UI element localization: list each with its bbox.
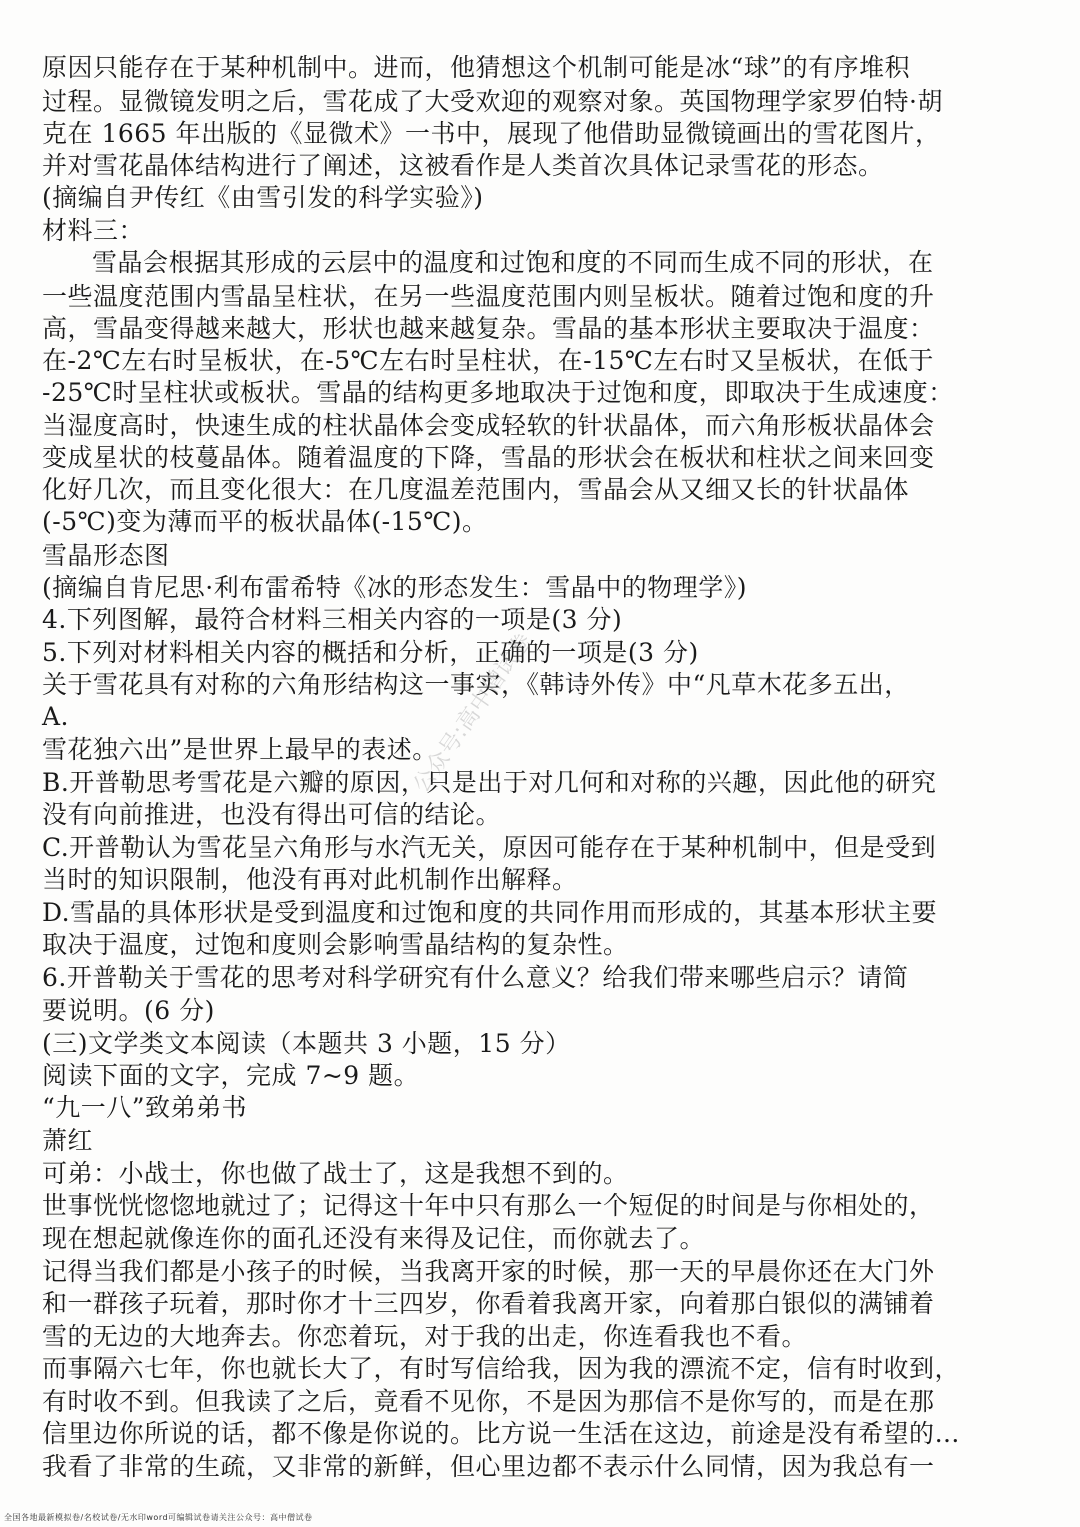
text-line: 信里边你所说的话，都不像是你说的。比方说一生活在这边，前途是没有希望的… bbox=[42, 1419, 961, 1448]
article-title: “九一八”致弟弟书 bbox=[42, 1093, 248, 1122]
article-author: 萧红 bbox=[42, 1126, 94, 1155]
text-line: 当湿度高时，快速生成的柱状晶体会变成轻软的针状晶体，而六角形板状晶体会 bbox=[42, 411, 935, 440]
citation: (摘编自尹传红《由雪引发的科学实验》) bbox=[42, 183, 484, 212]
option-b: B.开普勒思考雪花是六瓣的原因，只是出于对几何和对称的兴趣，因此他的研究 bbox=[42, 768, 937, 797]
paragraph-start: 雪晶会根据其形成的云层中的温度和过饱和度的不同而生成不同的形状，在 bbox=[92, 248, 934, 277]
question-6: 6.开普勒关于雪花的思考对科学研究有什么意义？给我们带来哪些启示？请简 bbox=[42, 963, 909, 992]
watermark: 公众号:高中僧试卷 bbox=[409, 628, 538, 798]
question-4: 4.下列图解，最符合材料三相关内容的一项是(3 分) bbox=[42, 605, 623, 634]
section-heading: 材料三： bbox=[42, 216, 145, 245]
instruction: 阅读下面的文字，完成 7~9 题。 bbox=[42, 1061, 420, 1090]
option-b: 没有向前推进，也没有得出可信的结论。 bbox=[42, 800, 502, 829]
text-line: 原因只能存在于某种机制中。进而，他猜想这个机制可能是冰“球”的有序堆积 bbox=[42, 53, 911, 82]
footer-note: 全国各地最新模拟卷/名校试卷/无水印word可编辑试卷请关注公众号：高中僧试卷 bbox=[4, 1513, 313, 1522]
option-d: D.雪晶的具体形状是受到温度和过饱和度的共同作用而形成的，其基本形状主要 bbox=[42, 898, 938, 927]
citation: (摘编自肯尼思·利布雷希特《冰的形态发生：雪晶中的物理学》) bbox=[42, 573, 747, 602]
text-line: 一些温度范围内雪晶呈柱状，在另一些温度范围内则呈板状。随着过饱和度的升 bbox=[42, 282, 935, 311]
text-line: 高，雪晶变得越来越大，形状也越来越复杂。雪晶的基本形状主要取决于温度： bbox=[42, 314, 935, 343]
text-line: 在-2℃左右时呈板状，在-5℃左右时呈柱状，在-15℃左右时又呈板状，在低于 bbox=[42, 346, 934, 375]
text-line: 化好几次，而且变化很大：在几度温差范围内，雪晶会从又细又长的针状晶体 bbox=[42, 475, 910, 504]
text-line: 和一群孩子玩着，那时你才十三四岁，你看着我离开家，向着那白银似的满铺着 bbox=[42, 1289, 935, 1318]
text-line: 我看了非常的生疏，又非常的新鲜，但心里边都不表示什么同情，因为我总有一 bbox=[42, 1452, 935, 1481]
text-line: 并对雪花晶体结构进行了阐述，这被看作是人类首次具体记录雪花的形态。 bbox=[42, 151, 884, 180]
question-5: 5.下列对材料相关内容的概括和分析，正确的一项是(3 分) bbox=[42, 638, 699, 667]
option-d: 取决于温度，过饱和度则会影响雪晶结构的复杂性。 bbox=[42, 930, 629, 959]
text-line: 世事恍恍惚惚地就过了；记得这十年中只有那么一个短促的时间是与你相处的， bbox=[42, 1191, 935, 1220]
option-c: 当时的知识限制，他没有再对此机制作出解释。 bbox=[42, 865, 578, 894]
option-a-text: 关于雪花具有对称的六角形结构这一事实，《韩诗外传》中“凡草木花多五出， bbox=[42, 670, 910, 699]
text-line: 可弟：小战士，你也做了战士了，这是我想不到的。 bbox=[42, 1159, 629, 1188]
text-line: (-5℃)变为薄而平的板状晶体(-15℃)。 bbox=[42, 507, 488, 536]
text-line: 变成星状的枝蔓晶体。随着温度的下降，雪晶的形状会在板状和柱状之间来回变 bbox=[42, 443, 935, 472]
option-a-label: A. bbox=[42, 702, 70, 731]
section-heading: (三)文学类文本阅读（本题共 3 小题，15 分） bbox=[42, 1029, 571, 1058]
text-line: 克在 1665 年出版的《显微术》一书中，展现了他借助显微镜画出的雪花图片， bbox=[42, 119, 941, 148]
text-line: 过程。显微镜发明之后，雪花成了大受欢迎的观察对象。英国物理学家罗伯特·胡 bbox=[42, 87, 943, 116]
text-line: 有时收不到。但我读了之后，竟看不见你，不是因为那信不是你写的，而是在那 bbox=[42, 1387, 935, 1416]
text-line: 雪的无边的大地奔去。你恋着玩，对于我的出走，你连看我也不看。 bbox=[42, 1322, 808, 1351]
text-line: 记得当我们都是小孩子的时候，当我离开家的时候，那一天的早晨你还在大门外 bbox=[42, 1257, 935, 1286]
text-line: -25℃时呈柱状或板状。雪晶的结构更多地取决于过饱和度，即取决于生成速度： bbox=[42, 378, 954, 407]
text-line: 而事隔六七年，你也就长大了，有时写信给我，因为我的漂流不定，信有时收到， bbox=[42, 1354, 961, 1383]
text-line: 现在想起就像连你的面孔还没有来得及记住，而你就去了。 bbox=[42, 1224, 706, 1253]
figure-caption: 雪晶形态图 bbox=[42, 541, 170, 570]
option-c: C.开普勒认为雪花呈六角形与水汽无关，原因可能存在于某种机制中，但是受到 bbox=[42, 833, 937, 862]
option-a-text: 雪花独六出”是世界上最早的表述。 bbox=[42, 735, 438, 764]
question-6: 要说明。(6 分) bbox=[42, 996, 215, 1025]
